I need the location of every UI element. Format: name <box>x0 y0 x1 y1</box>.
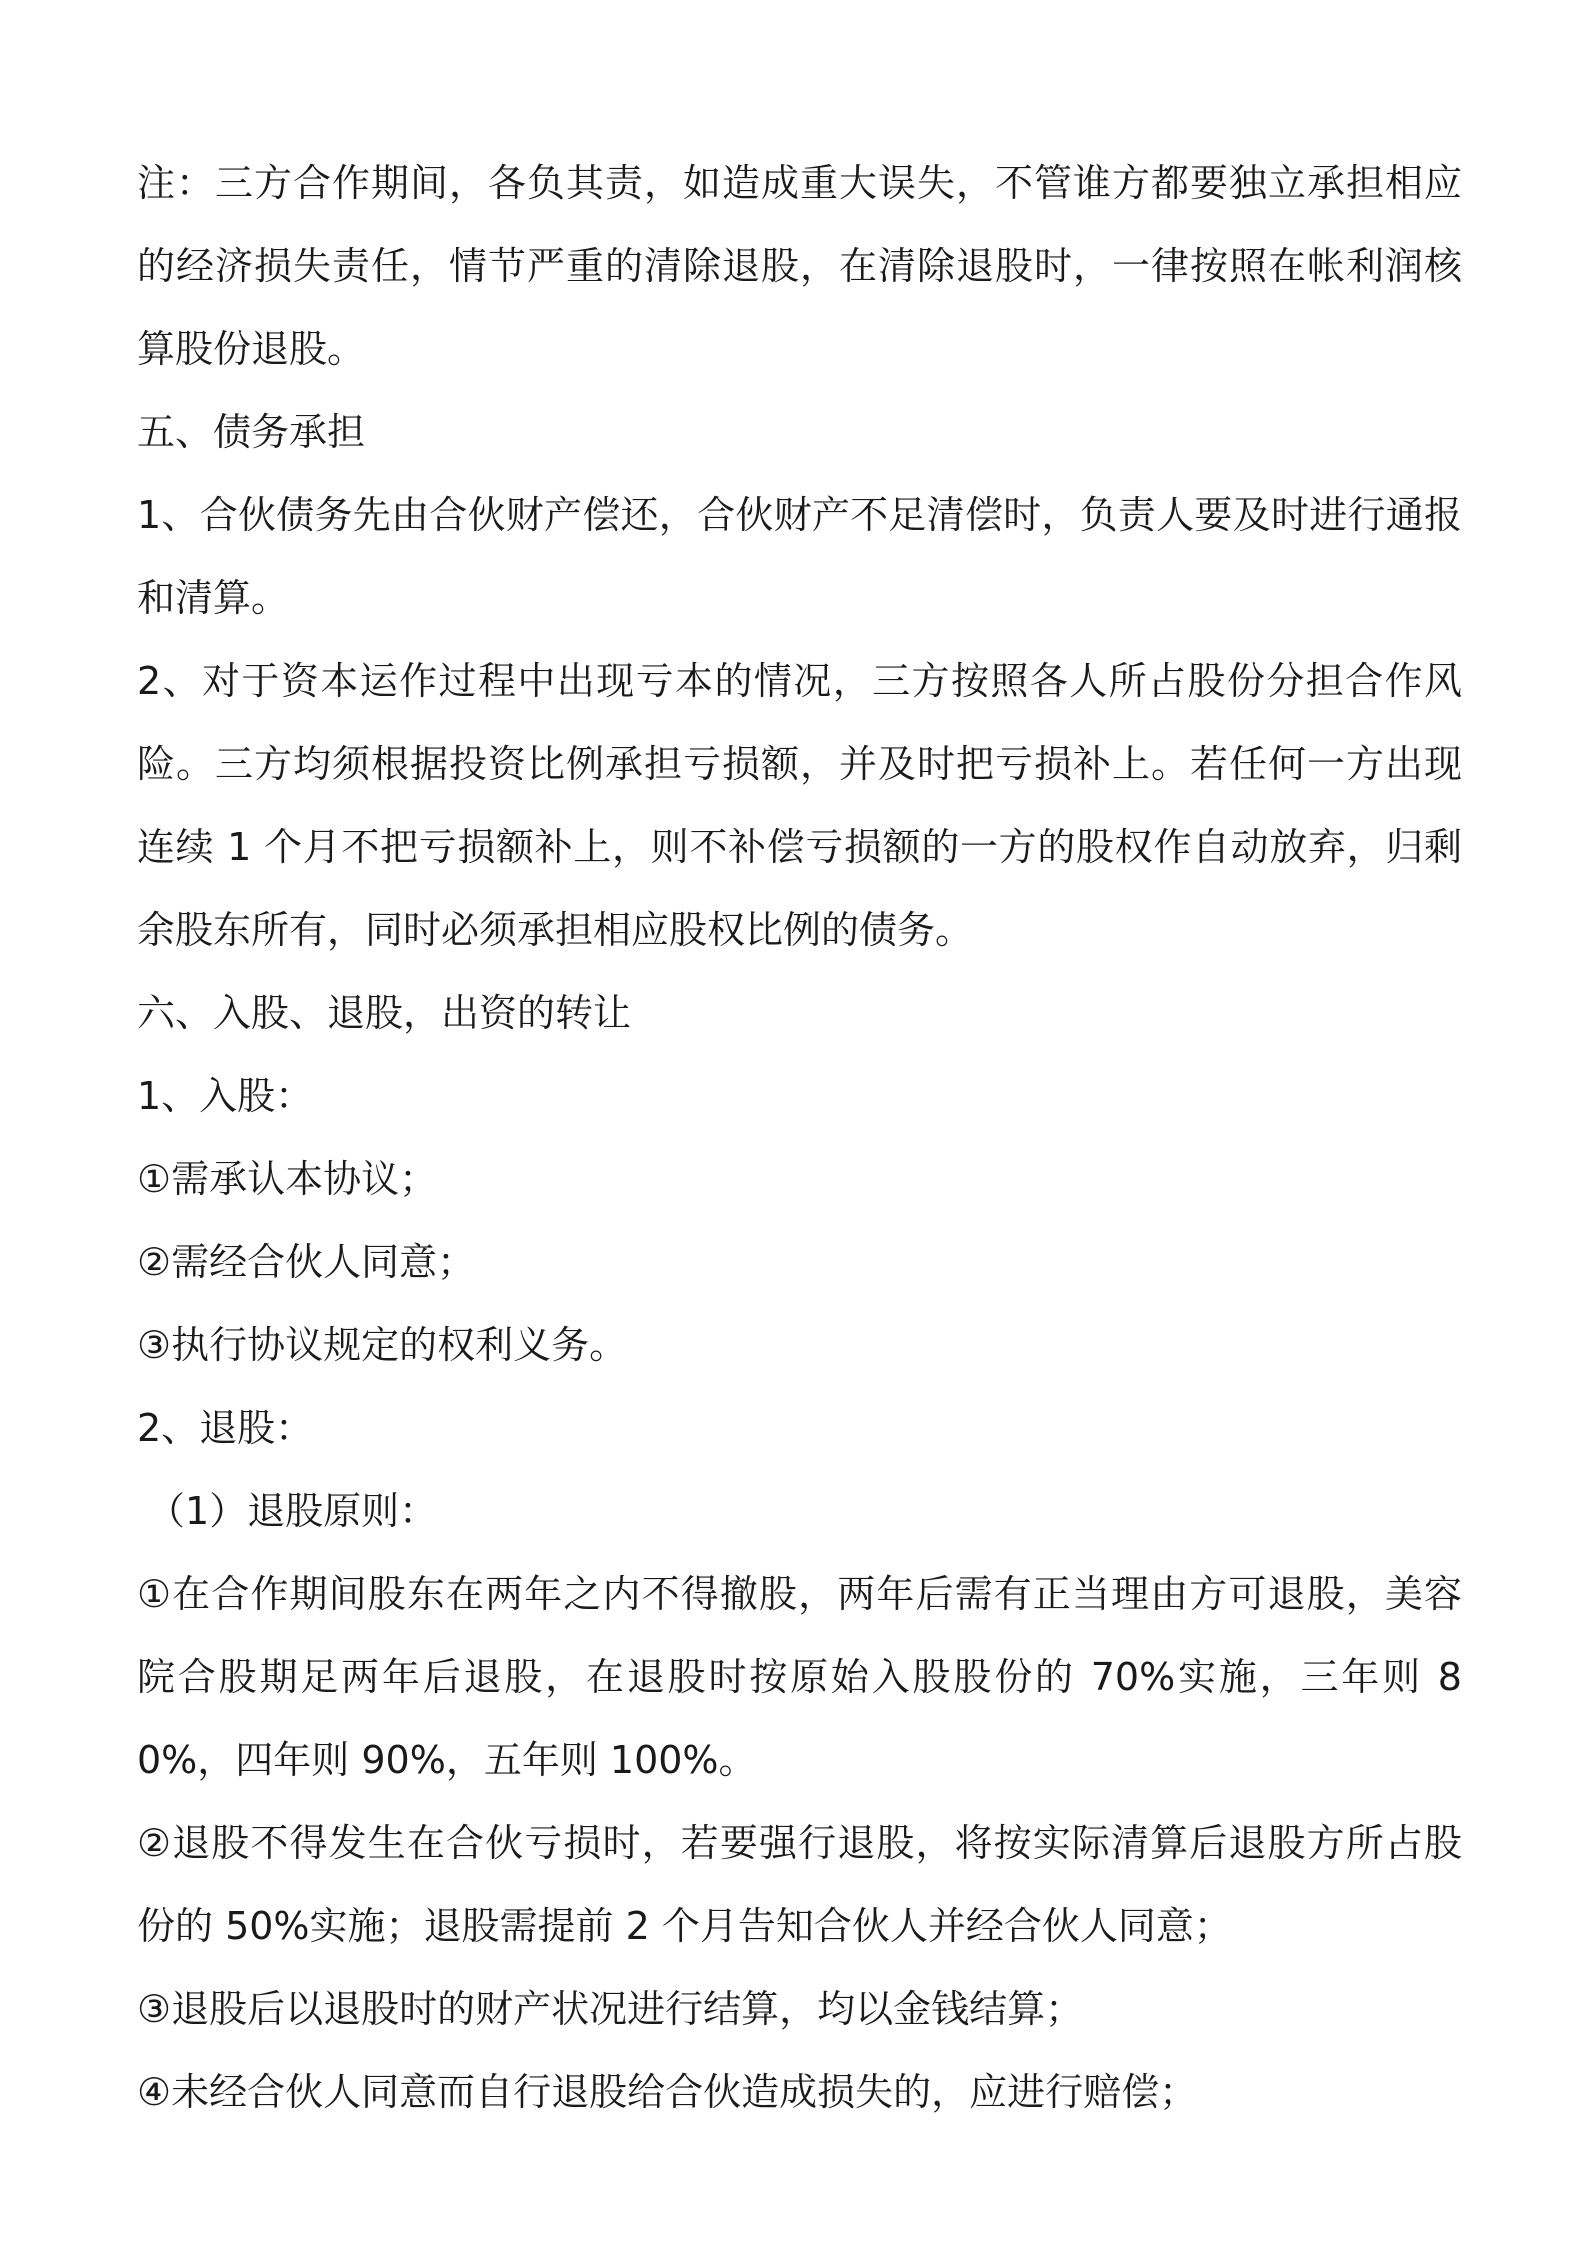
withdraw-item-4: ④未经合伙人同意而自行退股给合伙造成损失的，应进行赔偿； <box>137 2070 1198 2114</box>
debt-clause-2: 2、对于资本运作过程中出现亏本的情况，三方按照各人所占股份分担合作风险。三方均须根据投资比例承担亏损额，并及时把亏损补上。若任何一方出现连续 1 个月不把亏损额补上，则不补偿亏损额的一方的股权作自动放弃，归剩余股东所有，同时必须承担相应股权比例的债务。 <box>137 659 1462 952</box>
withdraw-item-2: ②退股不得发生在合伙亏损时，若要强行退股，将按实际清算后退股方所占股份的 50%实施；退股需提前 2 个月告知合伙人并经合伙人同意； <box>137 1821 1462 1948</box>
withdraw-heading: 2、退股： <box>137 1406 314 1450</box>
withdraw-item-1: ①在合作期间股东在两年之内不得撤股，两年后需有正当理由方可退股，美容院合股期足两年后退股，在退股时按原始入股股份的 70%实施，三年则 80%，四年则 90%，五年则 100%。 <box>137 1572 1462 1782</box>
withdraw-principles-heading: （1）退股原则： <box>147 1489 438 1533</box>
join-item-3: ③执行协议规定的权利义务。 <box>137 1323 628 1367</box>
note-paragraph: 注：三方合作期间，各负其责，如造成重大误失，不管谁方都要独立承担相应的经济损失责任，情节严重的清除退股，在清除退股时，一律按照在帐利润核算股份退股。 <box>137 161 1462 371</box>
document-body <box>137 142 1462 2134</box>
join-item-2: ②需经合伙人同意； <box>137 1240 476 1284</box>
join-heading: 1、入股： <box>137 1074 314 1118</box>
section-six-heading: 六、入股、退股，出资的转让 <box>137 991 632 1035</box>
join-item-1: ①需承认本协议； <box>137 1157 438 1201</box>
debt-clause-1: 1、合伙债务先由合伙财产偿还，合伙财产不足清偿时，负责人要及时进行通报和清算。 <box>137 493 1462 620</box>
section-five-heading: 五、债务承担 <box>137 410 366 454</box>
withdraw-item-3: ③退股后以退股时的财产状况进行结算，均以金钱结算； <box>137 1987 1084 2031</box>
